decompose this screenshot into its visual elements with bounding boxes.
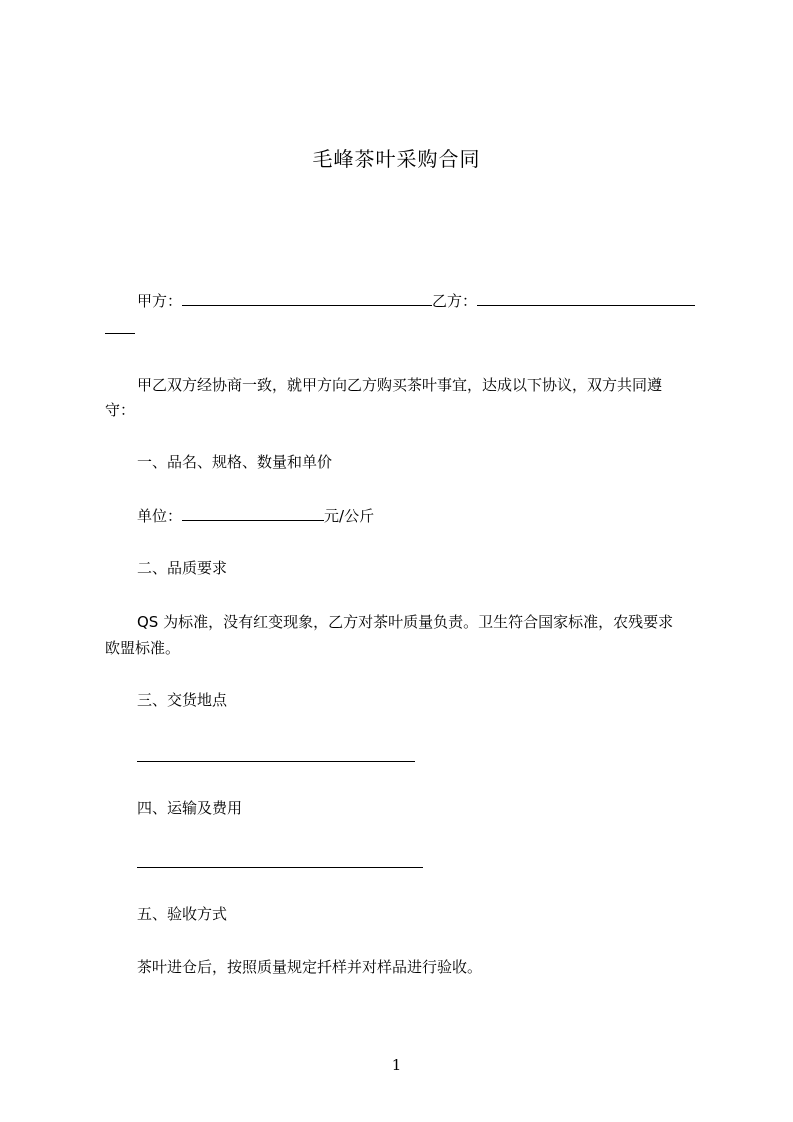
party-b-blank	[477, 291, 695, 306]
intro-line-2: 守：	[105, 401, 136, 419]
section-3-heading: 三、交货地点	[137, 691, 228, 709]
acceptance-text: 茶叶进仓后，按照质量规定扦样并对样品进行验收。	[137, 958, 483, 976]
quality-line-1: QS 为标准，没有红变现象，乙方对茶叶质量负责。卫生符合国家标准，农残要求	[137, 613, 674, 631]
unit-label: 单位：	[137, 507, 183, 525]
section-4-heading: 四、运输及费用	[137, 799, 243, 817]
section-5-heading: 五、验收方式	[137, 905, 228, 923]
delivery-location-blank	[137, 761, 415, 762]
parties-line	[137, 291, 695, 311]
party-b-label: 乙方：	[432, 292, 478, 310]
unit-price-blank	[182, 506, 324, 521]
unit-price-line	[137, 506, 374, 526]
unit-suffix: 元/公斤	[324, 507, 375, 525]
section-2-heading: 二、品质要求	[137, 559, 228, 577]
quality-line-2: 欧盟标准。	[105, 639, 181, 657]
section-1-heading: 一、品名、规格、数量和单价	[137, 453, 333, 471]
document-title: 毛峰茶叶采购合同	[312, 147, 481, 171]
intro-line-1: 甲乙双方经协商一致，就甲方向乙方购买茶叶事宜，达成以下协议，双方共同遵	[137, 376, 663, 394]
party-a-label: 甲方：	[137, 292, 183, 310]
party-a-blank	[182, 291, 432, 306]
page-number: 1	[391, 1056, 402, 1074]
party-b-blank-continuation	[105, 333, 135, 334]
transport-cost-blank	[137, 867, 423, 868]
